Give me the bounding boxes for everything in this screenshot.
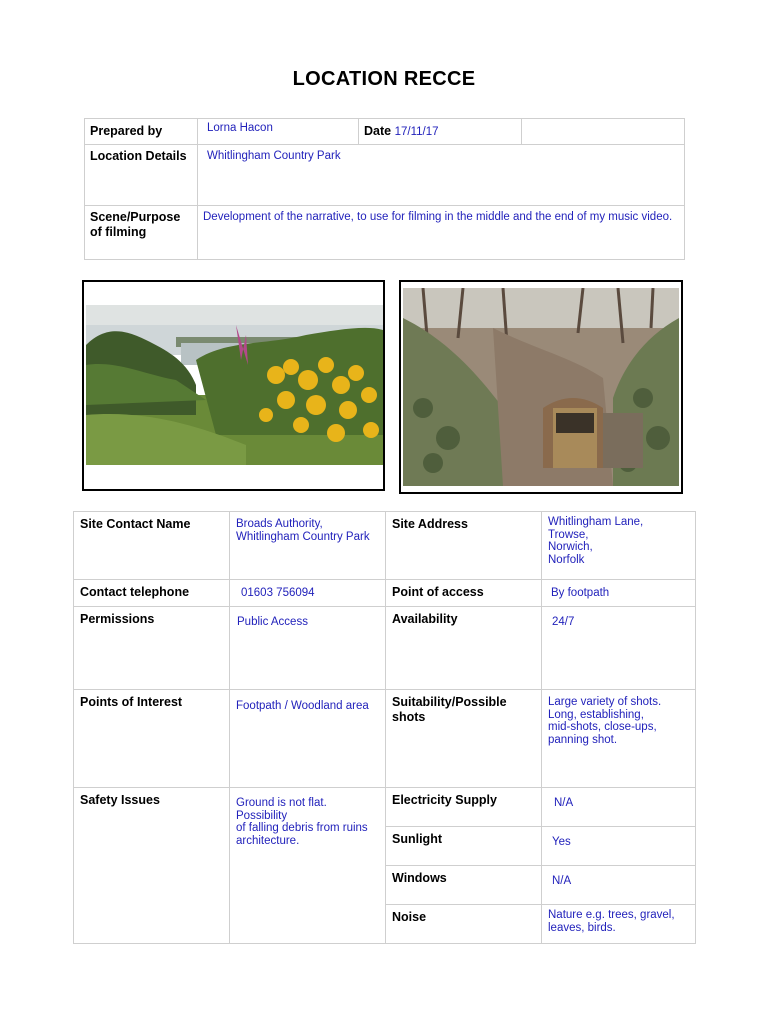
electricity-supply-value: N/A	[554, 797, 574, 809]
availability-value-cell	[542, 607, 696, 690]
site-contact-name-value-line2: Whitlingham Country Park	[236, 530, 370, 543]
noise-label: Noise	[392, 910, 427, 924]
lake-flowers-image	[86, 305, 383, 465]
woodland-ruin-image	[403, 288, 679, 486]
noise-label-cell	[386, 905, 542, 944]
point-of-access-label: Point of access	[392, 585, 484, 599]
windows-label-cell	[386, 866, 542, 905]
scene-purpose-label-cell	[85, 206, 198, 260]
prepared-by-value-cell	[198, 119, 359, 145]
site-contact-name-value-cell	[230, 512, 386, 580]
points-of-interest-value: Footpath / Woodland area	[236, 700, 369, 712]
sunlight-value-cell	[542, 827, 696, 866]
sunlight-value: Yes	[552, 836, 571, 848]
site-address-label-cell	[386, 512, 542, 580]
site-contact-name-value-line1: Broads Authority,	[236, 518, 323, 530]
contact-telephone-value: 01603 756094	[241, 587, 315, 599]
sunlight-label-cell	[386, 827, 542, 866]
suitability-line-4: panning shot.	[548, 733, 618, 746]
woodland-ruin-photo	[399, 280, 683, 494]
prepared-by-value: Lorna Hacon	[207, 122, 273, 134]
point-of-access-label-cell	[386, 580, 542, 607]
contact-telephone-value-cell	[230, 580, 386, 607]
suitability-label-line2: shots	[392, 710, 426, 724]
empty-cell	[522, 119, 685, 145]
availability-label: Availability	[392, 612, 458, 626]
scene-purpose-value-cell	[198, 206, 685, 260]
safety-issues-line-1: Ground is not flat. Possibility	[236, 797, 327, 822]
site-address-value-cell	[542, 512, 696, 580]
contact-telephone-label-cell	[74, 580, 230, 607]
points-of-interest-value-cell	[230, 690, 386, 788]
site-address-line-1: Whitlingham Lane,	[548, 516, 644, 528]
safety-issues-value-cell	[230, 788, 386, 944]
scene-purpose-label-line2: of filming	[90, 225, 147, 239]
date-label: Date	[364, 124, 392, 138]
header-table	[84, 118, 685, 260]
availability-label-cell	[386, 607, 542, 690]
noise-line-1: Nature e.g. trees, gravel,	[548, 909, 675, 921]
lake-flowers-photo	[82, 280, 385, 491]
electricity-supply-value-cell	[542, 788, 696, 827]
availability-value: 24/7	[552, 616, 575, 628]
permissions-label-cell	[74, 607, 230, 690]
safety-issues-line-3: architecture.	[236, 834, 300, 847]
location-details-label-cell	[85, 145, 198, 206]
electricity-supply-label-cell	[386, 788, 542, 827]
suitability-line-1: Large variety of shots.	[548, 696, 662, 708]
contact-telephone-label: Contact telephone	[80, 585, 190, 599]
date-value: 17/11/17	[394, 126, 439, 138]
permissions-value: Public Access	[237, 616, 308, 628]
suitability-label-line1: Suitability/Possible	[392, 695, 507, 709]
suitability-label-cell	[386, 690, 542, 788]
page-title: LOCATION RECCE	[292, 68, 476, 90]
date-cell	[359, 119, 522, 145]
prepared-by-label: Prepared by	[90, 124, 163, 138]
electricity-supply-label: Electricity Supply	[392, 793, 497, 807]
site-address-line-4: Norfolk	[548, 553, 585, 566]
point-of-access-value: By footpath	[551, 587, 610, 599]
site-contact-name-label-cell	[74, 512, 230, 580]
suitability-line-2: Long, establishing,	[548, 708, 644, 721]
safety-issues-label: Safety Issues	[80, 793, 160, 807]
location-details-label: Location Details	[90, 149, 187, 163]
site-address-line-3: Norwich,	[548, 541, 593, 553]
permissions-value-cell	[230, 607, 386, 690]
scene-purpose-value: Development of the narrative, to use for filming in the middle and the end of my music video.	[203, 211, 673, 223]
windows-value-cell	[542, 866, 696, 905]
noise-line-2: leaves, birds.	[548, 921, 616, 934]
point-of-access-value-cell	[542, 580, 696, 607]
location-details-value-cell	[198, 145, 685, 206]
sunlight-label: Sunlight	[392, 832, 442, 846]
permissions-label: Permissions	[80, 612, 155, 626]
scene-purpose-label-line1: Scene/Purpose	[90, 210, 181, 224]
safety-issues-line-2: of falling debris from ruins	[236, 822, 368, 834]
windows-label: Windows	[392, 871, 447, 885]
location-details-value: Whitlingham Country Park	[207, 150, 341, 162]
noise-value-cell	[542, 905, 696, 944]
site-address-line-2: Trowse,	[548, 528, 589, 541]
safety-issues-label-cell	[74, 788, 230, 944]
details-table	[73, 511, 696, 944]
points-of-interest-label-cell	[74, 690, 230, 788]
windows-value: N/A	[552, 875, 572, 887]
site-address-label: Site Address	[392, 517, 468, 531]
suitability-line-3: mid-shots, close-ups,	[548, 721, 657, 733]
suitability-value-cell	[542, 690, 696, 788]
prepared-by-label-cell	[85, 119, 198, 145]
points-of-interest-label: Points of Interest	[80, 695, 183, 709]
site-contact-name-label: Site Contact Name	[80, 517, 191, 531]
